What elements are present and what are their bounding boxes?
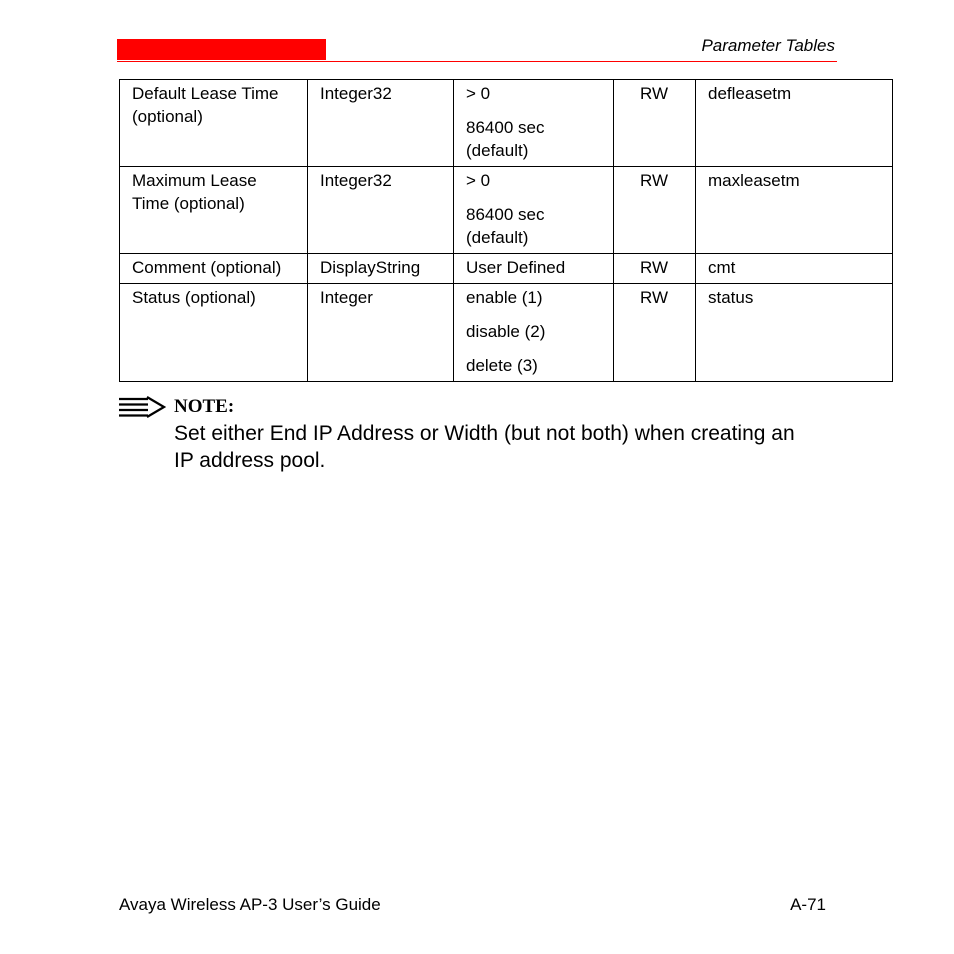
param-range-cell: > 0 86400 sec (default)	[454, 167, 614, 254]
param-range-cell: > 0 86400 sec (default)	[454, 80, 614, 167]
footer-page-number: A-71	[790, 895, 826, 914]
param-type-cell: DisplayString	[308, 254, 454, 284]
param-access-cell: RW	[614, 80, 696, 167]
param-range-cell: User Defined	[454, 254, 614, 284]
header-rule	[117, 61, 837, 62]
param-access-cell: RW	[614, 167, 696, 254]
parameter-table	[119, 79, 893, 382]
param-name-cell: Maximum Lease Time (optional)	[120, 167, 308, 254]
table-row	[120, 284, 893, 382]
param-type-cell: Integer	[308, 284, 454, 382]
table-row	[120, 167, 893, 254]
param-name-cell: Comment (optional)	[120, 254, 308, 284]
param-range-cell: enable (1) disable (2) delete (3)	[454, 284, 614, 382]
footer-book-title: Avaya Wireless AP-3 User’s Guide	[119, 895, 381, 914]
param-type-cell: Integer32	[308, 80, 454, 167]
param-keyword-cell: maxleasetm	[696, 167, 893, 254]
param-access-cell: RW	[614, 254, 696, 284]
table-row	[120, 254, 893, 284]
param-keyword-cell: status	[696, 284, 893, 382]
note-arrow-icon	[118, 396, 166, 418]
param-keyword-cell: defleasetm	[696, 80, 893, 167]
param-type-cell: Integer32	[308, 167, 454, 254]
table-row	[120, 80, 893, 167]
param-access-cell: RW	[614, 284, 696, 382]
param-name-cell: Status (optional)	[120, 284, 308, 382]
param-keyword-cell: cmt	[696, 254, 893, 284]
page-section-title: Parameter Tables	[701, 36, 835, 55]
note-text: Set either End IP Address or Width (but not both) when creating an IP address pool.	[174, 422, 795, 472]
param-name-cell: Default Lease Time (optional)	[120, 80, 308, 167]
note-label: NOTE:	[174, 396, 235, 417]
header-red-bar	[117, 39, 326, 60]
